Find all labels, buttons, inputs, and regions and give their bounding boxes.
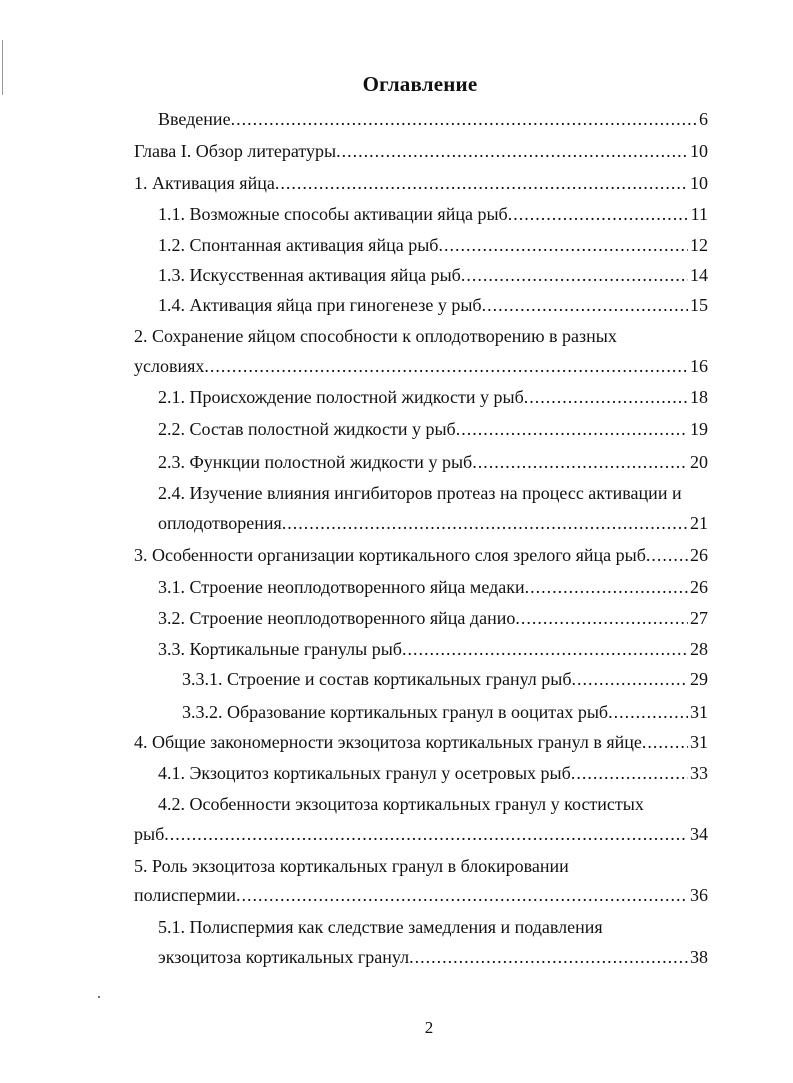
toc-entry-page: 11: [689, 201, 708, 227]
toc-entry-text: 3.3.1. Строение и состав кортикальных гранул рыб .....: [182, 666, 708, 692]
toc-entry: [158, 636, 708, 662]
toc-entry-page: 31: [688, 729, 708, 755]
toc-entry: [158, 232, 708, 258]
toc-entry-text: 2.3. Функции полостной жидкости у рыб .....: [158, 449, 708, 475]
toc-entry-page: 26: [688, 574, 708, 600]
toc-entry: [134, 882, 708, 908]
toc-entry: [182, 699, 708, 725]
toc-entry-text: 1.2. Спонтанная активация яйца рыб .....: [158, 232, 708, 258]
toc-entry: [158, 760, 708, 786]
toc-entry: [158, 384, 708, 410]
toc-entry-page: 16: [688, 353, 708, 379]
toc-entry: [158, 449, 708, 475]
toc-entry-text: 5. Роль экзоцитоза кортикальных гранул в блокировании: [134, 856, 569, 876]
toc-entry-page: 33: [688, 760, 708, 786]
toc-entry: [134, 729, 708, 755]
toc-entry-text: 5.1. Полиспермия как следствие замедления и подавления: [158, 917, 603, 937]
toc-entry: [158, 416, 708, 442]
toc-entry-text: Глава I. Обзор литературы .....: [134, 138, 708, 164]
toc-entry-page: 21: [688, 510, 708, 536]
toc-entry-page: 18: [688, 384, 708, 410]
toc-entry-text: 3. Особенности организации кортикального слоя зрелого яйца рыб .....: [134, 542, 708, 568]
toc-entry-page: 26: [688, 542, 708, 568]
toc-entry-page: 15: [688, 292, 708, 318]
toc-entry-text: 2.4. Изучение влияния ингибиторов протеаз на процесс активации и: [158, 483, 682, 503]
toc-entry: [182, 666, 708, 692]
toc-entry: [158, 106, 708, 132]
toc-entry-text: 3.2. Строение неоплодотворенного яйца данио .....: [158, 605, 708, 631]
toc-entry-page: 29: [688, 666, 708, 692]
toc-entry-text: 1.3. Искусственная активация яйца рыб .....: [158, 262, 708, 288]
toc-entry-text: Введение .....: [158, 106, 708, 132]
toc-entry-page: 38: [688, 944, 708, 970]
toc-entry: [134, 353, 708, 379]
toc-entry-text: 4. Общие закономерности экзоцитоза кортикальных гранул в яйце .....: [134, 729, 708, 755]
toc-entry: [158, 480, 708, 506]
toc-entry-text: 1. Активация яйца .....: [134, 170, 708, 196]
toc-entry: [134, 138, 708, 164]
toc-entry-page: 10: [688, 170, 708, 196]
toc-entry: [158, 605, 708, 631]
toc-entry: [158, 944, 708, 970]
toc-entry: [134, 170, 708, 196]
toc-entry-text: 3.3.2. Образование кортикальных гранул в ооцитах рыб .....: [182, 699, 708, 725]
toc-entry: [158, 574, 708, 600]
toc-entry: [134, 323, 708, 349]
toc-entry-text: экзоцитоза кортикальных гранул .....: [158, 944, 708, 970]
toc-entry: [134, 853, 708, 879]
toc-entry-text: 2. Сохранение яйцом способности к оплодотворению в разных: [134, 326, 617, 346]
page-number: 2: [424, 1018, 434, 1037]
toc-entry-text: полиспермии .....: [134, 882, 708, 908]
toc-entry: [158, 262, 708, 288]
toc-entry: [158, 510, 708, 536]
toc-entry-text: 3.3. Кортикальные гранулы рыб .....: [158, 636, 708, 662]
toc-entry: [158, 914, 708, 940]
toc-entry-page: 31: [688, 699, 708, 725]
toc-entry-page: 36: [688, 882, 708, 908]
toc-entry: [134, 542, 708, 568]
toc-entry: [134, 821, 708, 847]
toc-entry: [158, 292, 708, 318]
toc-entry-text: 1.4. Активация яйца при гиногенезе у рыб .....: [158, 292, 708, 318]
toc-entry-page: 27: [688, 605, 708, 631]
toc-entry: [158, 791, 708, 817]
scan-speck: [98, 996, 100, 998]
toc-entry-text: 4.2. Особенности экзоцитоза кортикальных гранул у костистых: [158, 794, 644, 814]
toc-entry-page: 10: [688, 138, 708, 164]
toc-entry-text: 3.1. Строение неоплодотворенного яйца медаки .....: [158, 574, 708, 600]
toc-entry-text: рыб .....: [134, 821, 708, 847]
toc-entry-page: 20: [688, 449, 708, 475]
toc-entry-text: 2.1. Происхождение полостной жидкости у рыб .....: [158, 384, 708, 410]
toc-entry-text: 1.1. Возможные способы активации яйца рыб .....: [158, 201, 708, 227]
toc-entry-text: оплодотворения .....: [158, 510, 708, 536]
toc-entry-page: 34: [688, 821, 708, 847]
toc-entry-page: 6: [697, 106, 708, 132]
toc-entry-page: 12: [688, 232, 708, 258]
toc-entry-page: 19: [688, 416, 708, 442]
toc-entry-page: 28: [688, 636, 708, 662]
toc-entry-text: условиях .....: [134, 353, 708, 379]
toc-entry: [158, 201, 708, 227]
toc-entry-text: 4.1. Экзоцитоз кортикальных гранул у осетровых рыб .....: [158, 760, 708, 786]
toc-title: Оглавление: [362, 72, 478, 96]
toc-entry-text: 2.2. Состав полостной жидкости у рыб .....: [158, 416, 708, 442]
toc-entry-page: 14: [688, 262, 708, 288]
